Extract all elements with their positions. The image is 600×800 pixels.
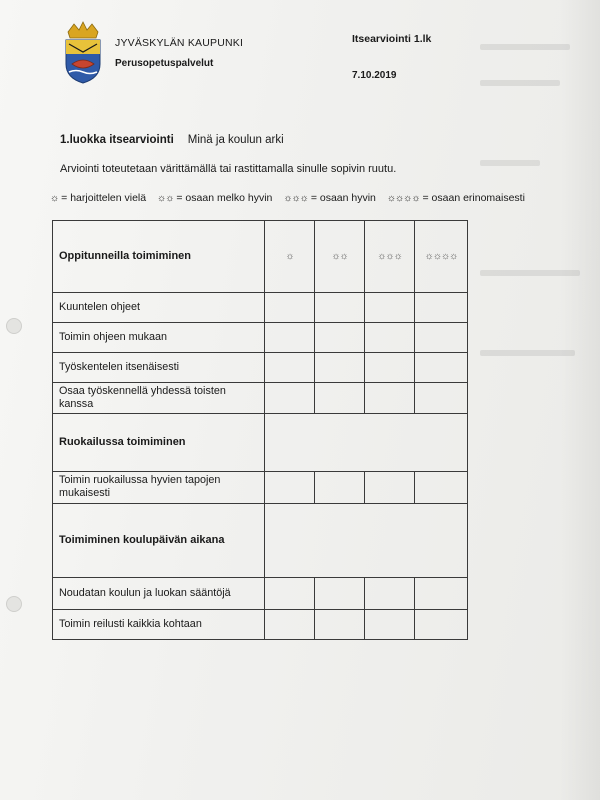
sun-icon: ☼☼☼ bbox=[283, 193, 308, 204]
rating-box[interactable] bbox=[415, 383, 468, 414]
heading-main: 1.luokka itsearviointi bbox=[60, 134, 174, 146]
section-row bbox=[53, 413, 468, 471]
rating-box[interactable] bbox=[315, 323, 365, 353]
rating-box[interactable] bbox=[315, 471, 365, 503]
bleed-through-text bbox=[470, 30, 590, 430]
rating-box[interactable] bbox=[365, 353, 415, 383]
section-title: Toimiminen koulupäivän aikana bbox=[53, 503, 265, 577]
legend-item: ☼☼☼☼ = osaan erinomaisesti bbox=[386, 192, 525, 204]
section-blank bbox=[265, 503, 468, 577]
sun-icon: ☼☼☼☼ bbox=[386, 193, 420, 204]
document-title: Itsearviointi 1.lk bbox=[352, 33, 432, 45]
rating-box[interactable] bbox=[315, 293, 365, 323]
sun-icon: ☼ bbox=[50, 193, 59, 204]
rating-box[interactable] bbox=[315, 609, 365, 639]
self-assessment-table bbox=[52, 220, 468, 640]
rating-box[interactable] bbox=[265, 609, 315, 639]
table-row bbox=[53, 323, 468, 353]
row-label: Osaa työskennellä yhdessä toisten kanssa bbox=[53, 383, 265, 414]
rating-box[interactable] bbox=[415, 353, 468, 383]
rating-box[interactable] bbox=[365, 323, 415, 353]
section-title: Ruokailussa toimiminen bbox=[53, 413, 265, 471]
legend-item: ☼☼ = osaan melko hyvin bbox=[157, 192, 273, 204]
rating-box[interactable] bbox=[365, 293, 415, 323]
table-row bbox=[53, 293, 468, 323]
section-title: Oppitunneilla toimiminen bbox=[53, 221, 265, 293]
department-name: Perusopetuspalvelut bbox=[115, 58, 214, 69]
rating-header-2: ☼☼ bbox=[315, 221, 365, 293]
instruction-text: Arviointi toteutetaan värittämällä tai rastittamalla sinulle sopivin ruutu. bbox=[60, 163, 397, 175]
rating-box[interactable] bbox=[315, 383, 365, 414]
table-row bbox=[53, 471, 468, 503]
row-label: Kuuntelen ohjeet bbox=[53, 293, 265, 323]
rating-box[interactable] bbox=[265, 323, 315, 353]
rating-box[interactable] bbox=[265, 353, 315, 383]
legend-item: ☼ = harjoittelen vielä bbox=[50, 192, 147, 204]
rating-box[interactable] bbox=[265, 383, 315, 414]
rating-box[interactable] bbox=[415, 577, 468, 609]
rating-box[interactable] bbox=[265, 293, 315, 323]
table-row bbox=[53, 383, 468, 414]
rating-box[interactable] bbox=[365, 471, 415, 503]
punch-hole-top bbox=[6, 318, 22, 334]
rating-box[interactable] bbox=[365, 383, 415, 414]
rating-box[interactable] bbox=[365, 577, 415, 609]
table-header-row bbox=[53, 221, 468, 293]
heading-sub: Minä ja koulun arki bbox=[187, 134, 284, 146]
table-row bbox=[53, 609, 468, 639]
city-crest-logo bbox=[60, 20, 106, 84]
section-blank bbox=[265, 413, 468, 471]
rating-legend bbox=[50, 192, 533, 204]
legend-item: ☼☼☼ = osaan hyvin bbox=[283, 192, 376, 204]
rating-box[interactable] bbox=[415, 471, 468, 503]
rating-header-4: ☼☼☼☼ bbox=[415, 221, 468, 293]
row-label: Toimin reilusti kaikkia kohtaan bbox=[53, 609, 265, 639]
table-row bbox=[53, 577, 468, 609]
rating-header-3: ☼☼☼ bbox=[365, 221, 415, 293]
page-heading bbox=[60, 134, 284, 146]
row-label: Toimin ohjeen mukaan bbox=[53, 323, 265, 353]
rating-box[interactable] bbox=[415, 323, 468, 353]
punch-hole-bottom bbox=[6, 596, 22, 612]
rating-box[interactable] bbox=[265, 577, 315, 609]
table-row bbox=[53, 353, 468, 383]
row-label: Toimin ruokailussa hyvien tapojen mukaisesti bbox=[53, 471, 265, 503]
document-date: 7.10.2019 bbox=[352, 70, 397, 81]
row-label: Noudatan koulun ja luokan sääntöjä bbox=[53, 577, 265, 609]
sun-icon: ☼☼ bbox=[157, 193, 174, 204]
section-row bbox=[53, 503, 468, 577]
city-name: JYVÄSKYLÄN KAUPUNKI bbox=[115, 37, 244, 49]
rating-header-1: ☼ bbox=[265, 221, 315, 293]
rating-box[interactable] bbox=[415, 609, 468, 639]
rating-box[interactable] bbox=[315, 353, 365, 383]
rating-box[interactable] bbox=[365, 609, 415, 639]
rating-box[interactable] bbox=[315, 577, 365, 609]
rating-box[interactable] bbox=[415, 293, 468, 323]
rating-box[interactable] bbox=[265, 471, 315, 503]
row-label: Työskentelen itsenäisesti bbox=[53, 353, 265, 383]
